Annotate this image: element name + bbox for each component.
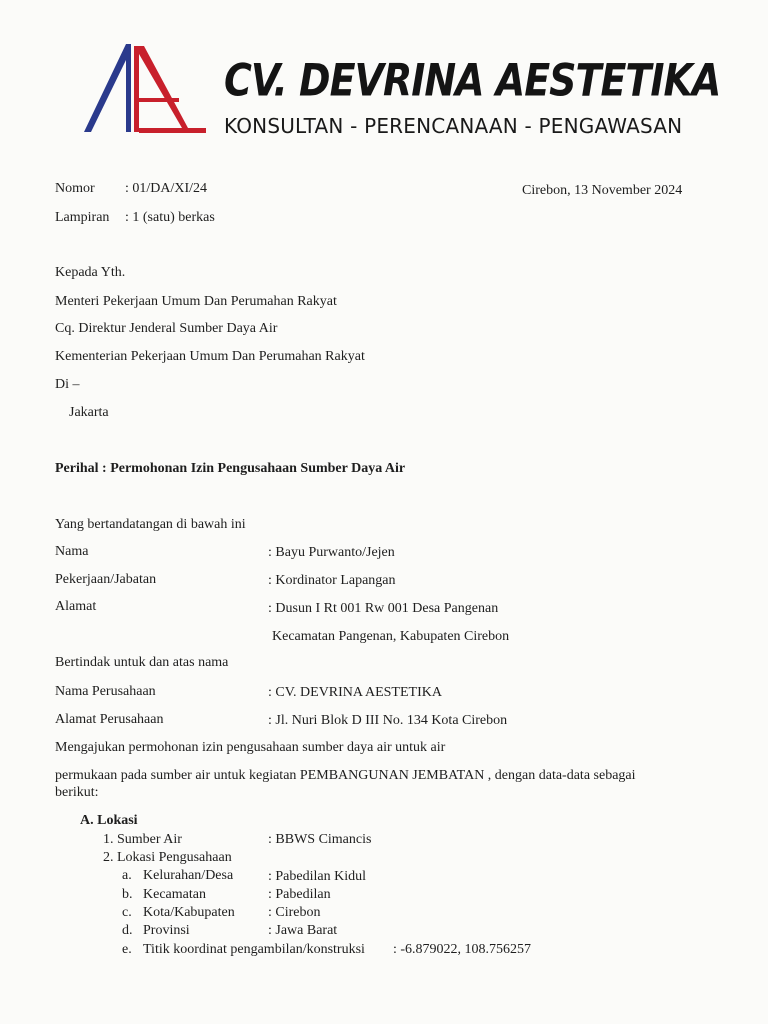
intro-text: Yang bertandatangan di bawah ini (55, 517, 246, 532)
logo-mark-icon (84, 40, 208, 136)
company-logo (84, 40, 208, 136)
perusahaan-value: : CV. DEVRINA AESTETIKA (268, 685, 442, 700)
sub-value: : Pabedilan Kidul (268, 869, 366, 884)
paragraph: permukaan pada sumber air untuk kegiatan PEMBANGUNAN JEMBATAN , dengan data-data sebagai (55, 768, 636, 783)
paragraph: berikut: (55, 785, 99, 800)
recipient-city: Jakarta (69, 405, 109, 420)
sub-label: Titik koordinat pengambilan/konstruksi (143, 942, 365, 957)
sub-label: Kota/Kabupaten (143, 905, 235, 920)
sub-marker: a. (122, 868, 132, 883)
alamat-value-cont: Kecamatan Pangenan, Kabupaten Cirebon (272, 629, 510, 644)
subject: Perihal : Permohonan Izin Pengusahaan Sumber Daya Air (55, 461, 406, 476)
lampiran-label: Lampiran (55, 210, 110, 225)
sub-value: : Pabedilan (268, 887, 331, 902)
sub-marker: b. (122, 887, 133, 902)
sub-value: : Jawa Barat (268, 923, 338, 938)
alamat-perusahaan-label: Alamat Perusahaan (55, 712, 164, 727)
lampiran-value: : 1 (satu) berkas (125, 210, 215, 225)
alamat-value: : Dusun I Rt 001 Rw 001 Desa Pangenan (268, 601, 499, 616)
sub-marker: e. (122, 942, 132, 957)
jabatan-value: : Kordinator Lapangan (268, 573, 396, 588)
acting-text: Bertindak untuk dan atas nama (55, 655, 229, 670)
place-date: Cirebon, 13 November 2024 (522, 183, 683, 198)
sub-marker: c. (122, 905, 132, 920)
jabatan-label: Pekerjaan/Jabatan (55, 572, 157, 587)
recipient-line: Menteri Pekerjaan Umum Dan Perumahan Rakyat (55, 294, 337, 309)
nama-label: Nama (55, 544, 89, 559)
alamat-label: Alamat (55, 599, 97, 614)
nomor-value: : 01/DA/XI/24 (125, 181, 208, 196)
sub-value: : -6.879022, 108.756257 (393, 942, 532, 957)
recipient-line: Di – (55, 377, 80, 392)
sub-label: Kelurahan/Desa (143, 868, 234, 883)
lokasi-item-value: : BBWS Cimancis (268, 832, 372, 847)
sub-label: Provinsi (143, 923, 190, 938)
section-heading: A. Lokasi (80, 813, 138, 828)
lokasi-item-label: 2. Lokasi Pengusahaan (103, 850, 232, 865)
company-tagline: KONSULTAN - PERENCANAAN - PENGAWASAN (224, 114, 683, 138)
perusahaan-label: Nama Perusahaan (55, 684, 156, 699)
lokasi-item-label: 1. Sumber Air (103, 832, 182, 847)
paragraph: Mengajukan permohonan izin pengusahaan sumber daya air untuk air (55, 740, 446, 755)
nama-value: : Bayu Purwanto/Jejen (268, 545, 395, 560)
sub-value: : Cirebon (268, 905, 321, 920)
nomor-label: Nomor (55, 181, 95, 196)
recipient-line: Cq. Direktur Jenderal Sumber Daya Air (55, 321, 278, 336)
company-name: CV. DEVRINA AESTETIKA (224, 54, 721, 106)
sub-label: Kecamatan (143, 887, 206, 902)
recipient-line: Kementerian Pekerjaan Umum Dan Perumahan Rakyat (55, 349, 365, 364)
recipient-line: Kepada Yth. (55, 265, 126, 280)
sub-marker: d. (122, 923, 133, 938)
alamat-perusahaan-value: : Jl. Nuri Blok D III No. 134 Kota Cirebon (268, 713, 508, 728)
